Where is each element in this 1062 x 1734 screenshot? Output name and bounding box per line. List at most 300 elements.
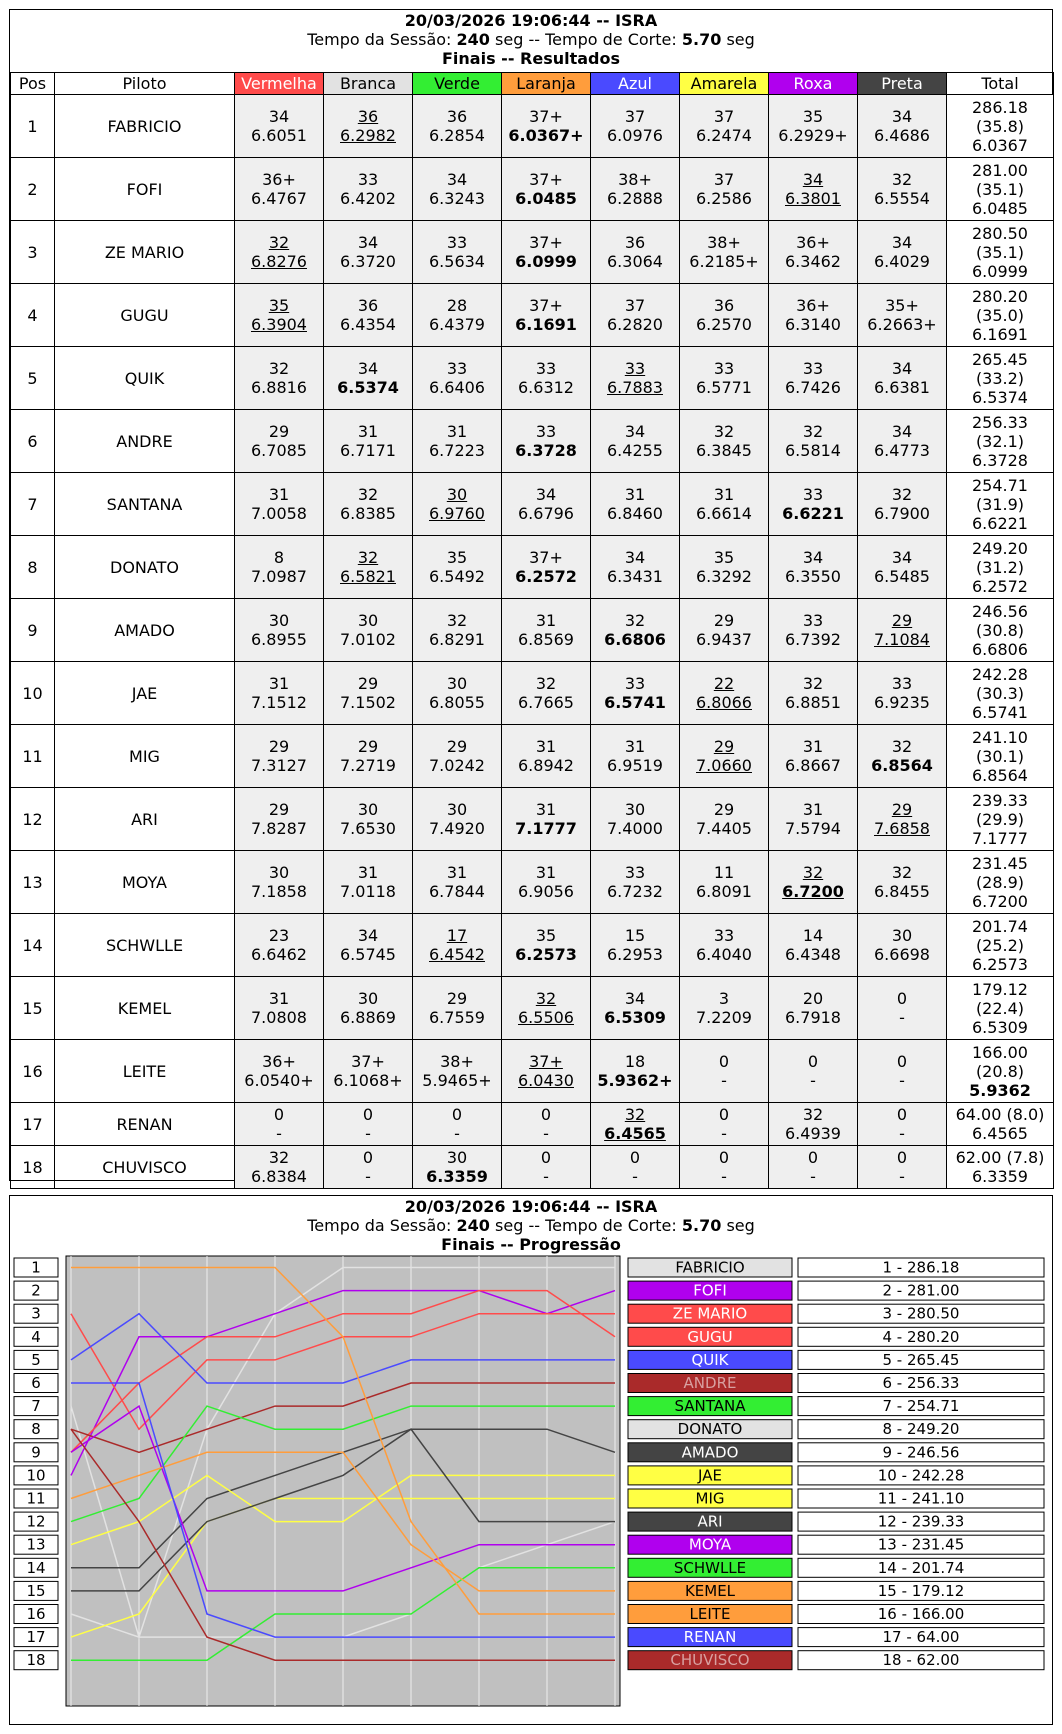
lap-count: 38+ xyxy=(440,1052,474,1071)
best-lap-time: 6.4565 xyxy=(604,1124,666,1143)
lap-count: 38+ xyxy=(707,233,741,252)
row-pilot-name: CHUVISCO xyxy=(55,1146,235,1189)
lane-result-cell xyxy=(324,1040,413,1103)
score-item xyxy=(798,1397,1044,1416)
lane-result-cell xyxy=(413,158,502,221)
row-position: 6 xyxy=(11,410,55,473)
lane-result-cell xyxy=(413,221,502,284)
position-label xyxy=(14,1628,58,1647)
best-lap-time: 6.2570 xyxy=(696,315,752,334)
lap-count: 37+ xyxy=(529,170,563,189)
legend-item xyxy=(628,1304,792,1323)
average-laps: (35.0) xyxy=(975,305,1025,325)
best-lap-time: 6.4255 xyxy=(607,441,663,460)
lane-result-cell xyxy=(680,788,769,851)
lap-count: 37+ xyxy=(351,1052,385,1071)
best-lap-time: 6.3462 xyxy=(785,252,841,271)
lap-count: 8 xyxy=(273,548,285,567)
score-item xyxy=(798,1281,1044,1300)
lane-result-cell xyxy=(235,158,324,221)
total-score: 231.45 xyxy=(972,853,1028,873)
position-label xyxy=(14,1397,58,1416)
lane-result-cell xyxy=(858,158,947,221)
lane-result-cell xyxy=(858,410,947,473)
legend-item xyxy=(628,1350,792,1369)
col-pos-header: Pos xyxy=(11,73,55,95)
best-lap-time: 6.3550 xyxy=(785,567,841,586)
lane-result-cell xyxy=(235,977,324,1040)
results-header-row xyxy=(11,73,1054,95)
col-pilot-header: Piloto xyxy=(55,73,235,95)
total-score: 249.20 xyxy=(972,538,1028,558)
score-item xyxy=(798,1512,1044,1531)
position-label xyxy=(14,1535,58,1554)
row-position: 9 xyxy=(11,599,55,662)
best-lap-time: 6.5374 xyxy=(337,378,399,397)
lane-result-cell xyxy=(769,977,858,1040)
lane-result-cell xyxy=(324,914,413,977)
lane-result-cell xyxy=(591,977,680,1040)
best-lap-time: 6.4773 xyxy=(874,441,930,460)
best-lap-time: - xyxy=(810,1071,816,1090)
results-panel xyxy=(9,9,1053,1186)
lane-result-cell xyxy=(502,1146,591,1189)
position-number: 12 xyxy=(26,1512,46,1531)
lane-result-cell xyxy=(769,473,858,536)
lane-result-cell xyxy=(413,347,502,410)
best-lap-time: 6.1691 xyxy=(515,315,577,334)
best-lap-time: 6.3845 xyxy=(696,441,752,460)
best-lap-time: 7.1084 xyxy=(874,630,930,649)
best-lap-time: 6.5741 xyxy=(604,693,666,712)
average-laps: (35.8) xyxy=(975,116,1025,136)
lap-count: 36+ xyxy=(796,233,830,252)
lap-count: 30 xyxy=(891,926,913,945)
score-label: 10 - 242.28 xyxy=(877,1466,965,1485)
lap-count: 37 xyxy=(624,296,646,315)
best-lap-time: 6.6381 xyxy=(874,378,930,397)
best-lap-time: 6.2929+ xyxy=(778,126,848,145)
lane-result-cell xyxy=(769,1040,858,1103)
lap-count: 30 xyxy=(446,674,468,693)
total-cell xyxy=(947,788,1054,851)
lane-result-cell xyxy=(680,914,769,977)
lap-count: 31 xyxy=(268,989,290,1008)
total-best-lap: 7.1777 xyxy=(972,828,1028,848)
position-label xyxy=(14,1443,58,1462)
legend-label: KEMEL xyxy=(684,1581,736,1600)
row-position: 16 xyxy=(11,1040,55,1103)
position-label xyxy=(14,1581,58,1600)
row-pilot-name: ANDRE xyxy=(55,410,235,473)
col-lane-header: Roxa xyxy=(769,73,858,95)
row-position: 10 xyxy=(11,662,55,725)
lap-count: 33 xyxy=(357,170,379,189)
legend-label: LEITE xyxy=(689,1605,731,1623)
best-lap-time: 6.2572 xyxy=(515,567,577,586)
table-row xyxy=(11,662,1054,725)
best-lap-time: 7.0660 xyxy=(696,756,752,775)
lane-result-cell xyxy=(235,221,324,284)
lap-count: 30 xyxy=(268,611,290,630)
lap-count: 33 xyxy=(624,359,646,378)
lap-count: 0 xyxy=(896,1148,908,1167)
score-item xyxy=(798,1466,1044,1485)
best-lap-time: 6.3359 xyxy=(426,1167,488,1186)
lane-result-cell xyxy=(769,851,858,914)
best-lap-time: 7.0102 xyxy=(340,630,396,649)
lap-count: 20 xyxy=(802,989,824,1008)
lane-result-cell xyxy=(858,725,947,788)
position-number: 1 xyxy=(31,1258,41,1277)
lap-count: 29 xyxy=(268,737,290,756)
table-row xyxy=(11,977,1054,1040)
lap-count: 32 xyxy=(535,674,557,693)
total-score: 281.00 xyxy=(972,160,1028,180)
lane-result-cell xyxy=(680,599,769,662)
lane-result-cell xyxy=(858,221,947,284)
lap-count: 29 xyxy=(268,800,290,819)
best-lap-time: 6.1068+ xyxy=(333,1071,403,1090)
col-lane-header: Preta xyxy=(858,73,947,95)
total-score: 280.20 xyxy=(972,286,1028,306)
lane-result-cell xyxy=(502,347,591,410)
lane-result-cell xyxy=(413,725,502,788)
lane-result-cell xyxy=(235,914,324,977)
average-laps: (32.1) xyxy=(975,431,1025,451)
table-row xyxy=(11,347,1054,410)
lap-count: 32 xyxy=(357,548,379,567)
legend-label: FOFI xyxy=(693,1281,727,1300)
best-lap-time: 6.2573 xyxy=(515,945,577,964)
table-row xyxy=(11,1040,1054,1103)
best-lap-time: 7.6858 xyxy=(874,819,930,838)
best-lap-time: 6.5814 xyxy=(785,441,841,460)
lap-count: 32 xyxy=(802,422,824,441)
lap-count: 35+ xyxy=(885,296,919,315)
col-lane-header: Verde xyxy=(413,73,502,95)
lane-result-cell xyxy=(502,158,591,221)
lap-count: 34 xyxy=(535,485,557,504)
lap-count: 0 xyxy=(896,1105,908,1124)
lane-result-cell xyxy=(591,725,680,788)
lap-count: 33 xyxy=(802,485,824,504)
lane-result-cell xyxy=(413,1146,502,1189)
total-best-lap: 6.5741 xyxy=(972,702,1028,722)
lap-count: 33 xyxy=(535,359,557,378)
best-lap-time: 7.0118 xyxy=(340,882,396,901)
lane-result-cell xyxy=(591,410,680,473)
lap-count: 29 xyxy=(713,800,735,819)
lane-result-cell xyxy=(235,725,324,788)
best-lap-time: 7.4405 xyxy=(696,819,752,838)
lap-count: 32 xyxy=(624,611,646,630)
total-best-lap: 6.3359 xyxy=(972,1167,1028,1186)
lane-result-cell xyxy=(235,1040,324,1103)
lane-result-cell xyxy=(591,1146,680,1189)
cut-time: 5.70 xyxy=(681,30,722,49)
score-label: 4 - 280.20 xyxy=(882,1327,960,1346)
score-label: 5 - 265.45 xyxy=(882,1350,960,1369)
lap-count: 31 xyxy=(535,800,557,819)
total-cell xyxy=(947,1040,1054,1103)
lap-count: 31 xyxy=(446,422,468,441)
lane-result-cell xyxy=(858,347,947,410)
total-best-lap: 6.8564 xyxy=(972,765,1028,785)
total-cell xyxy=(947,221,1054,284)
total-score: 241.10 xyxy=(972,727,1028,747)
score-label: 6 - 256.33 xyxy=(882,1374,960,1392)
average-laps: (35.1) xyxy=(975,179,1025,199)
legend-label: DONATO xyxy=(677,1420,743,1439)
lane-result-cell xyxy=(769,1146,858,1189)
lane-result-cell xyxy=(591,158,680,221)
legend-label: RENAN xyxy=(683,1628,737,1647)
score-label: 2 - 281.00 xyxy=(882,1281,960,1300)
best-lap-time: 6.2586 xyxy=(696,189,752,208)
lane-result-cell xyxy=(858,95,947,158)
lap-count: 33 xyxy=(713,926,735,945)
lane-result-cell xyxy=(591,95,680,158)
row-pilot-name: RENAN xyxy=(55,1103,235,1146)
col-lane-header: Laranja xyxy=(502,73,591,95)
best-lap-time: - xyxy=(454,1124,460,1143)
lap-count: 14 xyxy=(802,926,824,945)
best-lap-time: 6.0367+ xyxy=(508,126,584,145)
average-laps: (35.1) xyxy=(975,242,1025,262)
lap-count: 0 xyxy=(273,1105,285,1124)
score-label: 18 - 62.00 xyxy=(882,1651,960,1670)
lane-result-cell xyxy=(324,851,413,914)
lane-result-cell xyxy=(502,914,591,977)
total-best-lap: 6.6221 xyxy=(972,513,1028,533)
row-pilot-name: SANTANA xyxy=(55,473,235,536)
best-lap-time: 7.5794 xyxy=(785,819,841,838)
lap-count: 33 xyxy=(446,359,468,378)
lane-result-cell xyxy=(413,788,502,851)
score-label: 13 - 231.45 xyxy=(877,1535,965,1554)
lap-count: 30 xyxy=(446,485,468,504)
lap-count: 36+ xyxy=(262,170,296,189)
lap-count: 31 xyxy=(624,737,646,756)
total-cell xyxy=(947,410,1054,473)
lap-count: 3 xyxy=(718,989,730,1008)
best-lap-time: 6.7900 xyxy=(874,504,930,523)
best-lap-time: 6.4040 xyxy=(696,945,752,964)
best-lap-time: 6.3140 xyxy=(785,315,841,334)
lap-count: 33 xyxy=(446,233,468,252)
lane-result-cell xyxy=(769,914,858,977)
score-item xyxy=(798,1258,1044,1277)
total-score: 166.00 xyxy=(972,1042,1028,1062)
legend-item xyxy=(628,1581,792,1600)
lane-result-cell xyxy=(413,662,502,725)
lane-result-cell xyxy=(769,347,858,410)
row-position: 18 xyxy=(11,1146,55,1189)
lane-result-cell xyxy=(858,599,947,662)
best-lap-time: 6.9437 xyxy=(696,630,752,649)
table-row xyxy=(11,221,1054,284)
position-number: 6 xyxy=(31,1374,41,1392)
col-lane-header: Amarela xyxy=(680,73,769,95)
best-lap-time: - xyxy=(721,1071,727,1090)
lap-count: 31 xyxy=(268,674,290,693)
best-lap-time: 7.4000 xyxy=(607,819,663,838)
lane-result-cell xyxy=(502,410,591,473)
best-lap-time: 7.0987 xyxy=(251,567,307,586)
score-item xyxy=(798,1443,1044,1462)
best-lap-time: 6.7200 xyxy=(782,882,844,901)
lane-result-cell xyxy=(502,725,591,788)
lap-count: 32 xyxy=(802,1105,824,1124)
total-best-lap: 6.1691 xyxy=(972,324,1028,344)
total-score: 265.45 xyxy=(972,349,1028,369)
lap-count: 29 xyxy=(446,737,468,756)
best-lap-time: 6.8667 xyxy=(785,756,841,775)
lane-result-cell xyxy=(502,221,591,284)
lane-result-cell xyxy=(413,1103,502,1146)
table-row xyxy=(11,473,1054,536)
best-lap-time: - xyxy=(543,1167,549,1186)
best-lap-time: 6.6796 xyxy=(518,504,574,523)
lane-result-cell xyxy=(591,473,680,536)
lap-count: 11 xyxy=(713,863,735,882)
lap-count: 35 xyxy=(713,548,735,567)
total-best-lap: 6.4565 xyxy=(972,1124,1028,1143)
total-best-lap: 6.5309 xyxy=(972,1017,1028,1037)
lap-count: 34 xyxy=(446,170,468,189)
total-best-lap: 6.6806 xyxy=(972,639,1028,659)
table-row xyxy=(11,599,1054,662)
total-best-lap: 6.0999 xyxy=(972,261,1028,281)
lane-result-cell xyxy=(858,284,947,347)
best-lap-time: 6.6221 xyxy=(782,504,844,523)
lane-result-cell xyxy=(235,1103,324,1146)
lap-count: 32 xyxy=(802,863,824,882)
legend-label: AMADO xyxy=(681,1443,739,1462)
best-lap-time: 6.4686 xyxy=(874,126,930,145)
best-lap-time: 6.6698 xyxy=(874,945,930,964)
position-number: 9 xyxy=(31,1443,41,1462)
lane-result-cell xyxy=(324,788,413,851)
lap-count: 32 xyxy=(357,485,379,504)
lane-result-cell xyxy=(502,95,591,158)
lap-count: 30 xyxy=(357,800,379,819)
lane-result-cell xyxy=(502,473,591,536)
lane-result-cell xyxy=(235,410,324,473)
lane-result-cell xyxy=(858,662,947,725)
row-pilot-name: SCHWLLE xyxy=(55,914,235,977)
lane-result-cell xyxy=(680,284,769,347)
total-cell xyxy=(947,473,1054,536)
best-lap-time: 7.0808 xyxy=(251,1008,307,1027)
best-lap-time: 6.8851 xyxy=(785,693,841,712)
lane-result-cell xyxy=(324,347,413,410)
lane-result-cell xyxy=(680,536,769,599)
session-datetime: 20/03/2026 19:06:44 xyxy=(404,11,591,30)
lap-count: 34 xyxy=(891,422,913,441)
lap-count: 36+ xyxy=(796,296,830,315)
lane-result-cell xyxy=(502,599,591,662)
row-pilot-name: DONATO xyxy=(55,536,235,599)
total-best-lap: 5.9362 xyxy=(969,1080,1031,1100)
best-lap-time: 6.4202 xyxy=(340,189,396,208)
lane-result-cell xyxy=(680,977,769,1040)
lane-result-cell xyxy=(324,410,413,473)
total-cell xyxy=(947,536,1054,599)
total-cell xyxy=(947,1146,1054,1189)
total-best-lap: 6.0485 xyxy=(972,198,1028,218)
legend-label: ARI xyxy=(697,1512,723,1531)
best-lap-time: 6.4767 xyxy=(251,189,307,208)
best-lap-time: - xyxy=(632,1167,638,1186)
row-position: 7 xyxy=(11,473,55,536)
best-lap-time: 5.9362+ xyxy=(597,1071,673,1090)
position-label xyxy=(14,1327,58,1346)
lane-result-cell xyxy=(591,536,680,599)
legend-label: ZE MARIO xyxy=(672,1304,748,1323)
lap-count: 33 xyxy=(891,674,913,693)
best-lap-time: 6.8460 xyxy=(607,504,663,523)
best-lap-time: 6.7883 xyxy=(607,378,663,397)
best-lap-time: 6.0976 xyxy=(607,126,663,145)
lap-count: 30 xyxy=(357,611,379,630)
best-lap-time: 7.8287 xyxy=(251,819,307,838)
best-lap-time: 6.5771 xyxy=(696,378,752,397)
legend-label: ANDRE xyxy=(683,1374,737,1392)
best-lap-time: 6.7392 xyxy=(785,630,841,649)
position-number: 13 xyxy=(26,1535,46,1554)
lap-count: 31 xyxy=(268,485,290,504)
legend-label: SCHWLLE xyxy=(673,1558,747,1577)
best-lap-time: 6.5634 xyxy=(429,252,485,271)
total-cell xyxy=(947,158,1054,221)
best-lap-time: 6.6614 xyxy=(696,504,752,523)
lane-result-cell xyxy=(769,158,858,221)
best-lap-time: 6.5745 xyxy=(340,945,396,964)
lane-result-cell xyxy=(680,851,769,914)
row-position: 17 xyxy=(11,1103,55,1146)
total-score: 286.18 xyxy=(972,97,1028,117)
lane-result-cell xyxy=(591,347,680,410)
best-lap-time: 6.8564 xyxy=(871,756,933,775)
best-lap-time: 6.8942 xyxy=(518,756,574,775)
best-lap-time: 6.5309 xyxy=(604,1008,666,1027)
best-lap-time: 6.4379 xyxy=(429,315,485,334)
lap-count: 35 xyxy=(535,926,557,945)
lap-count: 35 xyxy=(446,548,468,567)
lane-result-cell xyxy=(324,599,413,662)
lap-count: 35 xyxy=(268,296,290,315)
lane-result-cell xyxy=(858,1146,947,1189)
results-title: Resultados xyxy=(520,49,621,68)
lap-count: 33 xyxy=(624,863,646,882)
lap-count: 22 xyxy=(713,674,735,693)
lane-result-cell xyxy=(858,788,947,851)
legend-item xyxy=(628,1327,792,1346)
lane-result-cell xyxy=(235,95,324,158)
total-cell xyxy=(947,599,1054,662)
lap-count: 34 xyxy=(802,170,824,189)
total-score: 256.33 xyxy=(972,412,1028,432)
position-label xyxy=(14,1374,58,1393)
lane-result-cell xyxy=(591,914,680,977)
lap-count: 0 xyxy=(540,1148,552,1167)
lap-count: 34 xyxy=(891,359,913,378)
table-row xyxy=(11,725,1054,788)
row-position: 14 xyxy=(11,914,55,977)
position-number: 15 xyxy=(26,1581,46,1600)
